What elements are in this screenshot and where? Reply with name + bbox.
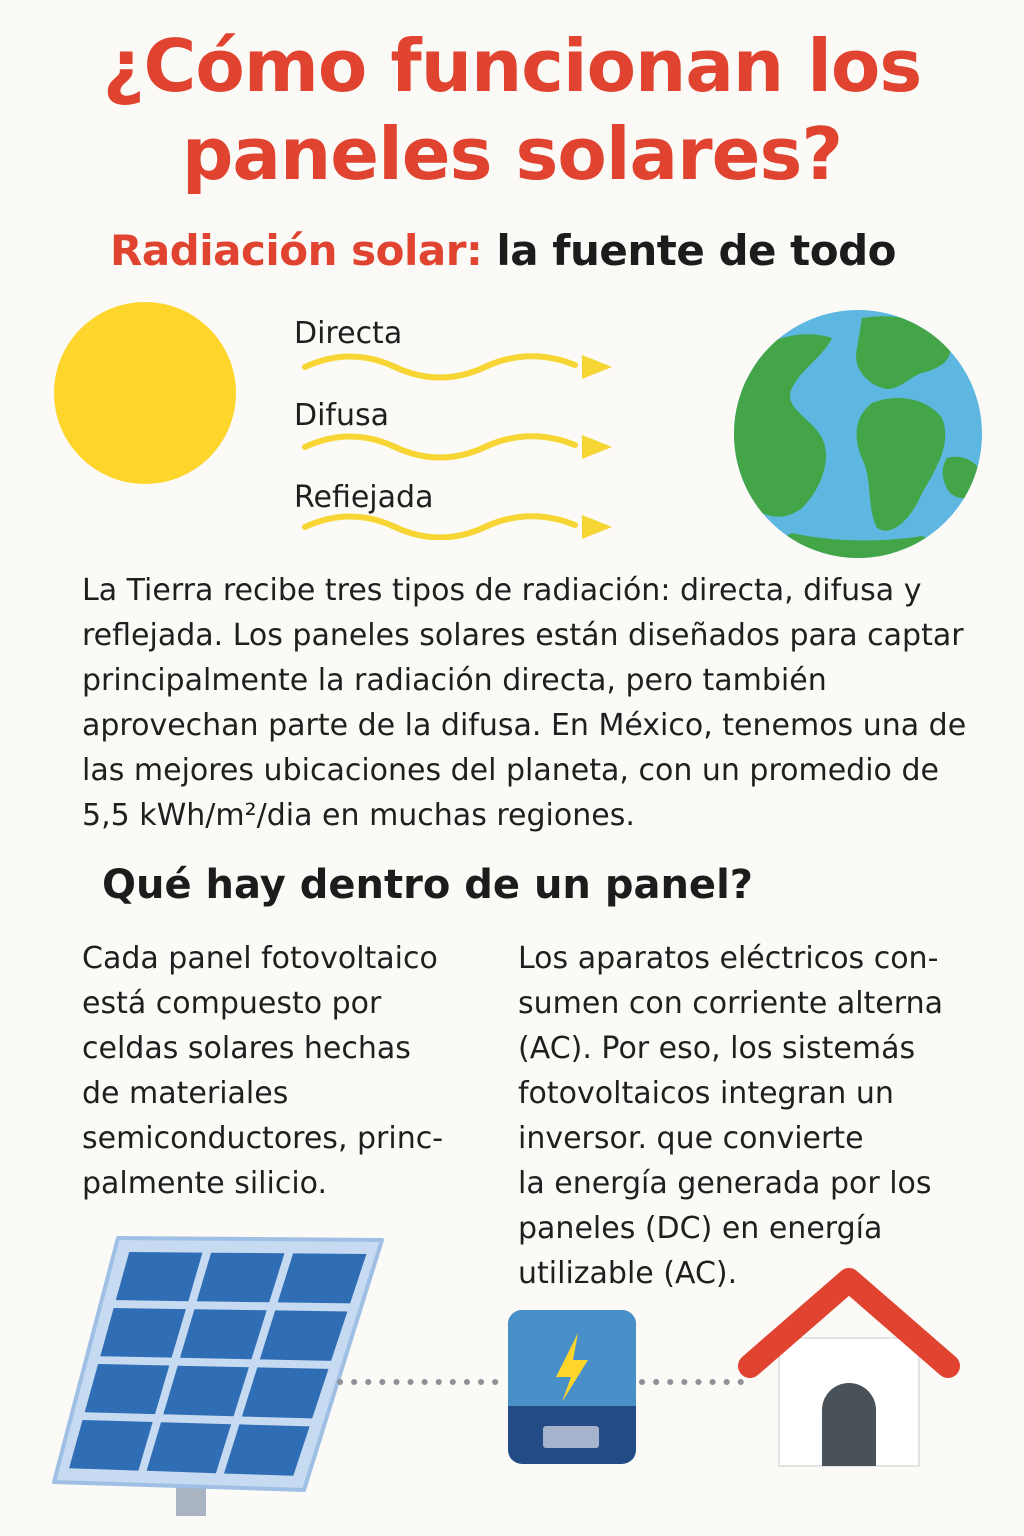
right-line: la energía generada por los: [518, 1166, 932, 1201]
ray-diffuse: [305, 435, 612, 459]
subtitle-rest: la fuente de todo: [482, 226, 897, 275]
ray-reflected: [305, 515, 612, 539]
left-line: está compuesto por: [82, 986, 382, 1021]
radiation-paragraph: La Tierra recibe tres tipos de radiación: directa, difusa y reflejada. Los paneles solares están diseñados para captar principalmente la radiación directa, pero también aprovechan parte de la difusa. En México, tenemos una de las mejores ubicaciones del planeta, con un promedio de 5,5 kWh/m²/dia en muchas regiones.: [82, 573, 967, 833]
ray-label-diffuse: Difusa: [294, 398, 390, 433]
title-line-2: paneles solares?: [181, 112, 843, 196]
subtitle: [110, 226, 896, 275]
earth-icon: [732, 308, 984, 560]
left-line: Cada panel fotovoltaico: [82, 941, 438, 976]
left-line: palmente silicio.: [82, 1166, 328, 1201]
solar-cell: [85, 1364, 170, 1414]
radiation-rays: [290, 330, 620, 540]
section-title: Qué hay dentro de un panel?: [102, 862, 753, 908]
right-line: inversor. que convierte: [518, 1121, 864, 1156]
sun-icon: [54, 302, 236, 484]
solar-panel-icon: [54, 1238, 382, 1516]
panel-description: [82, 936, 443, 1206]
subtitle-accent: Radiación solar:: [110, 226, 483, 275]
solar-cell: [180, 1309, 267, 1359]
solar-cell: [116, 1252, 203, 1301]
system-diagram: [0, 1220, 1024, 1536]
right-line: fotovoltaicos integran un: [518, 1076, 894, 1111]
left-line: semiconductores, princ-: [82, 1121, 444, 1156]
right-line: sumen con corriente alterna: [518, 986, 943, 1021]
solar-cell: [197, 1253, 285, 1303]
ray-label-reflected: Refiejada: [294, 480, 434, 515]
solar-cell: [69, 1420, 153, 1471]
left-line: de materiales: [82, 1076, 289, 1111]
title-line-1: ¿Cómo funcionan los: [102, 24, 922, 108]
solar-cell: [100, 1308, 186, 1358]
right-line: (AC). Por eso, los sistemás: [518, 1031, 916, 1066]
left-line: celdas solares hechas: [82, 1031, 411, 1066]
right-line: utilizable (AC).: [518, 1256, 738, 1291]
page-title: [0, 22, 1024, 198]
right-line: Los aparatos eléctricos con-: [518, 941, 939, 976]
ray-label-direct: Directa: [294, 316, 403, 351]
ray-direct: [305, 355, 612, 379]
inverter-icon: [508, 1310, 636, 1464]
house-icon: [750, 1280, 948, 1466]
right-line: paneles (DC) en energía: [518, 1211, 883, 1246]
